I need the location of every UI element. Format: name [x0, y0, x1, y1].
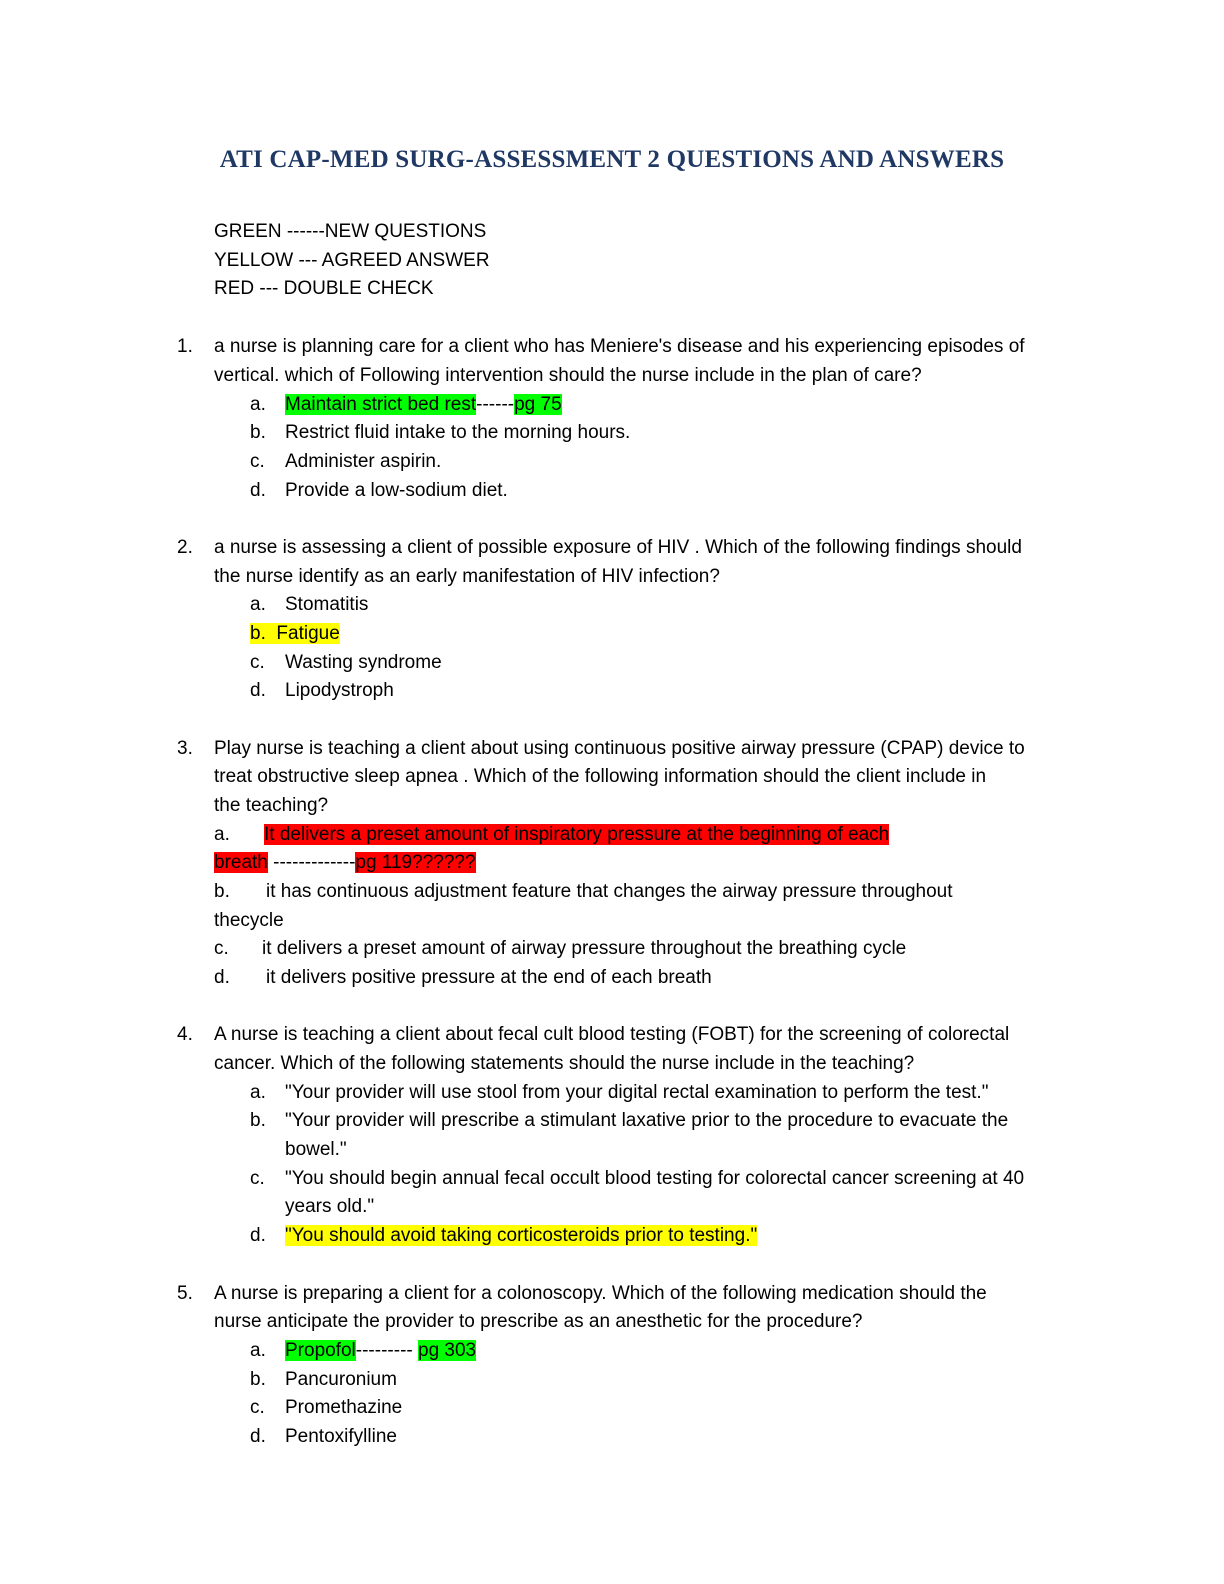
q5-option-d-letter: d. [250, 1426, 266, 1447]
q1-option-b: Restrict fluid intake to the morning hours. [285, 422, 631, 443]
q3-option-d: it delivers positive pressure at the end of each breath [266, 967, 712, 988]
q5-option-b: Pancuronium [285, 1369, 397, 1390]
page-title: ATI CAP-MED SURG-ASSESSMENT 2 QUESTIONS AND ANSWERS [219, 146, 1005, 173]
question-5-text-line2: nurse anticipate the provider to prescribe as an anesthetic for the procedure? [214, 1311, 863, 1332]
q1-answer-dashes: ------ [476, 394, 515, 415]
q3-answer-dashes: ------------- [267, 852, 356, 873]
q4-option-c-line1: "You should begin annual fecal occult blood testing for colorectal cancer screening at 40 [285, 1168, 1025, 1189]
q2-answer-highlight: b. Fatigue [250, 623, 340, 644]
question-1-text-line1: a nurse is planning care for a client who has Meniere's disease and his experiencing episodes of [214, 336, 1025, 357]
question-2-number: 2. [177, 537, 193, 558]
q4-answer-highlight: "You should avoid taking corticosteroids prior to testing." [285, 1225, 758, 1246]
question-4-text-line1: A nurse is teaching a client about fecal cult blood testing (FOBT) for the screening of colorectal [214, 1024, 1010, 1045]
q2-option-c: Wasting syndrome [285, 652, 442, 673]
q2-option-c-letter: c. [250, 652, 265, 673]
q5-option-a-letter: a. [250, 1340, 266, 1361]
legend-yellow: YELLOW --- AGREED ANSWER [214, 250, 490, 271]
q5-option-d: Pentoxifylline [285, 1426, 397, 1447]
q1-option-a-letter: a. [250, 394, 266, 415]
q2-option-d: Lipodystroph [285, 680, 394, 701]
question-5-text-line1: A nurse is preparing a client for a colonoscopy. Which of the following medication should the [214, 1283, 987, 1304]
question-5-number: 5. [177, 1283, 193, 1304]
q2-option-d-letter: d. [250, 680, 266, 701]
q3-answer-highlight-1: It delivers a preset amount of inspiratory pressure at the beginning of each [264, 824, 890, 845]
question-3-text-line1: Play nurse is teaching a client about using continuous positive airway pressure (CPAP) device to [214, 738, 1025, 759]
q3-option-b-line2: thecycle [214, 910, 284, 931]
q1-option-d: Provide a low-sodium diet. [285, 480, 508, 501]
q3-option-c-letter: c. [214, 938, 229, 959]
q4-option-b-line2: bowel." [285, 1139, 347, 1160]
q3-answer-highlight-2: breath [214, 852, 268, 873]
question-2-text-line2: the nurse identify as an early manifestation of HIV infection? [214, 566, 720, 587]
q1-option-d-letter: d. [250, 480, 266, 501]
q1-option-a [285, 391, 562, 420]
q3-option-c: it delivers a preset amount of airway pressure throughout the breathing cycle [262, 938, 907, 959]
q4-option-d [285, 1222, 757, 1251]
q1-option-b-letter: b. [250, 422, 266, 443]
q4-option-c-line2: years old." [285, 1196, 375, 1217]
q1-option-c: Administer aspirin. [285, 451, 442, 472]
q4-option-a: "Your provider will use stool from your digital rectal examination to perform the test." [285, 1082, 989, 1103]
q5-answer-highlight: Propofol [285, 1340, 356, 1361]
q3-option-d-letter: d. [214, 967, 230, 988]
question-4-text-line2: cancer. Which of the following statements should the nurse include in the teaching? [214, 1053, 915, 1074]
q1-option-c-letter: c. [250, 451, 265, 472]
q2-option-a: Stomatitis [285, 594, 369, 615]
question-3-text-line2: treat obstructive sleep apnea . Which of the following information should the client include in [214, 766, 987, 787]
question-1-number: 1. [177, 336, 193, 357]
question-4-number: 4. [177, 1024, 193, 1045]
q5-option-c: Promethazine [285, 1397, 403, 1418]
question-3-number: 3. [177, 738, 193, 759]
legend-green: GREEN ------NEW QUESTIONS [214, 221, 487, 242]
q5-option-b-letter: b. [250, 1369, 266, 1390]
q1-page-ref: pg 75 [514, 394, 562, 415]
q4-option-b-letter: b. [250, 1110, 266, 1131]
question-1-text-line2: vertical. which of Following intervention should the nurse include in the plan of care? [214, 365, 922, 386]
question-2-text-line1: a nurse is assessing a client of possible exposure of HIV . Which of the following findings should [214, 537, 1022, 558]
q4-option-b-line1: "Your provider will prescribe a stimulant laxative prior to the procedure to evacuate the [285, 1110, 1009, 1131]
q3-option-a-line2 [214, 849, 476, 878]
legend-red: RED --- DOUBLE CHECK [214, 278, 434, 299]
q2-option-a-letter: a. [250, 594, 266, 615]
q3-option-a-letter: a. [214, 824, 230, 845]
q4-option-c-letter: c. [250, 1168, 265, 1189]
q2-option-b [250, 620, 340, 649]
q1-answer-highlight: Maintain strict bed rest [285, 394, 477, 415]
question-3-text-line3: the teaching? [214, 795, 329, 816]
q5-option-c-letter: c. [250, 1397, 265, 1418]
q5-page-ref: pg 303 [418, 1340, 477, 1361]
q3-option-b-letter: b. [214, 881, 230, 902]
q4-option-d-letter: d. [250, 1225, 266, 1246]
q3-page-ref: pg 119?????? [355, 852, 476, 873]
q3-option-b-line1: it has continuous adjustment feature that changes the airway pressure throughout [266, 881, 953, 902]
q5-answer-dashes: --------- [355, 1340, 413, 1361]
q5-option-a [285, 1337, 476, 1366]
q4-option-a-letter: a. [250, 1082, 266, 1103]
q3-option-a-line1 [264, 821, 889, 850]
